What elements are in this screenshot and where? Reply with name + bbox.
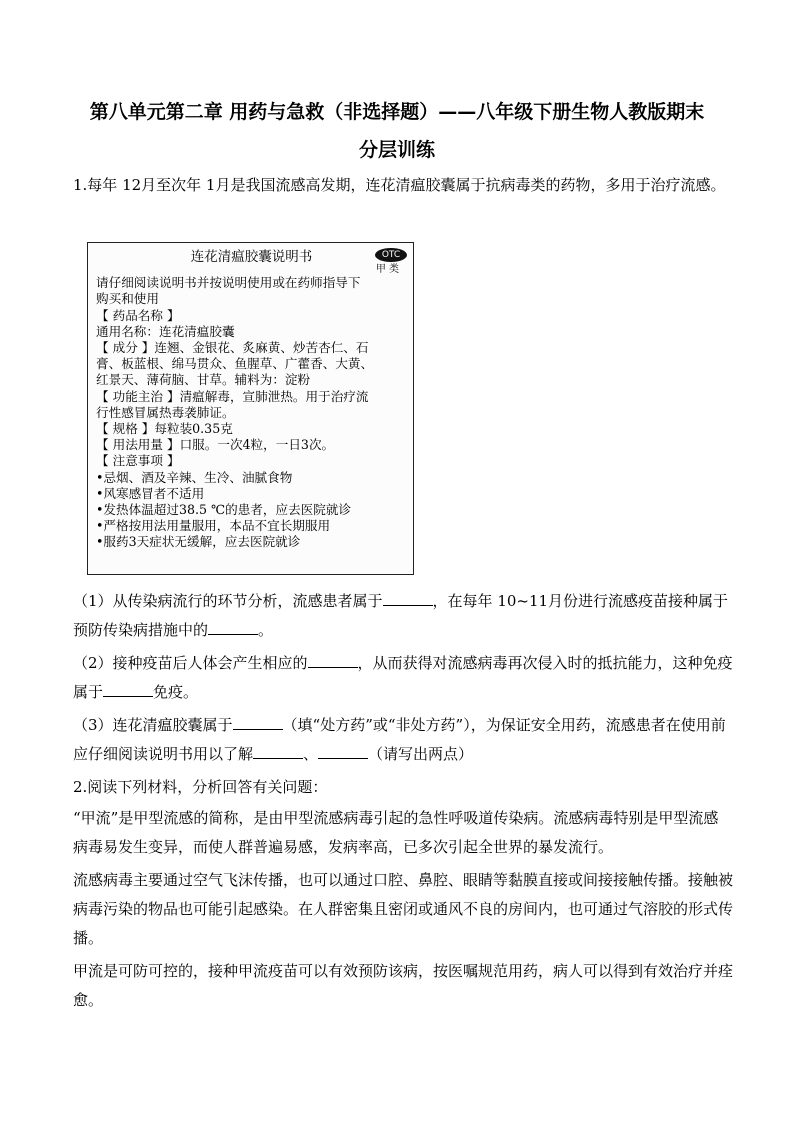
question-1-part-1 [73,587,733,645]
material-paragraph-3: 甲流是可防可控的，接种甲流疫苗可以有效预防该病，按医嘱规范用药，病人可以得到有效治疗并痊愈。 [73,962,734,1009]
q1-sub1-text-a: （1）从传染病流行的环节分析，流感患者属于 [73,592,383,610]
leaflet-line: •服药3天症状无缓解，应去医院就诊 [96,534,301,550]
q1-sub2-text-c: 免疫。 [153,683,199,701]
leaflet-line: 购买和使用 [96,291,159,307]
otc-badge: OTC [375,248,407,262]
leaflet-line: 【 功能主治 】清瘟解毒，宣肺泄热。用于治疗流 [96,388,369,404]
q1-sub3-text-c: 、 [303,745,319,763]
leaflet-line: •风寒感冒者不适用 [96,485,205,501]
q1-sub3-text-a: （3）连花清瘟胶囊属于 [73,716,233,734]
leaflet-line: 【 注意事项 】 [96,453,180,469]
leaflet-line: 【 用法用量 】口服。一次4粒，一日3次。 [96,437,335,453]
question-2-intro: 2.阅读下列材料，分析回答有关问题： [73,778,328,796]
leaflet-line: 红景天、薄荷脑、甘草。辅料为：淀粉 [96,372,311,388]
leaflet-line: 【 成分 】连翘、金银花、炙麻黄、炒苦杏仁、石 [96,340,369,356]
material-paragraph-2: 流感病毒主要通过空气飞沫传播，也可以通过口腔、鼻腔、眼睛等黏膜直接或间接接触传播。接触被病毒污染的物品也可能引起感染。在人群密集且密闭或通风不良的房间内，也可通过气溶胶的形式传播。 [73,871,734,947]
question-1-intro: 1.每年 12月至次年 1月是我国流感高发期，连花清瘟胶囊属于抗病毒类的药物，多用于治疗流感。 [73,176,726,194]
leaflet-heading: 连花清瘟胶囊说明书 [190,249,313,265]
leaflet-line: 通用名称：连花清瘟胶囊 [96,323,235,339]
question-1-part-3 [73,711,733,769]
leaflet-line: 【 规格 】每粒装0.35克 [96,421,233,437]
q1-sub2-text-b: ，从而获得对流感病毒再次侵入时的抵抗能力，这种免疫属于 [73,654,733,701]
answer-blank[interactable] [318,741,368,759]
otc-class-label: 甲 类 [375,264,399,275]
answer-blank[interactable] [383,588,433,606]
q1-sub3-text-b: （填“处方药”或“非处方药”），为保证安全用药，流感患者在使用前应仔细阅读说明书用以了解 [73,716,726,763]
answer-blank[interactable] [103,679,153,697]
title-line-1: 第八单元第二章 用药与急救（非选择题）——八年级下册生物人教版期末 [89,101,705,123]
leaflet-line: •忌烟、酒及辛辣、生冷、油腻食物 [96,469,293,485]
leaflet-line: •严格按用法用量服用，本品不宜长期服用 [96,518,331,534]
medicine-leaflet-image [87,242,414,575]
answer-blank[interactable] [308,650,358,668]
leaflet-body [96,275,407,550]
q1-sub1-text-b: ，在每年 10~11月份进行流感疫苗接种属于预防传染病措施中的 [73,592,729,639]
answer-blank[interactable] [253,741,303,759]
leaflet-line: 【 药品名称 】 [96,307,180,323]
q1-sub1-text-c: 。 [258,621,274,639]
leaflet-line: •发热体温超过38.5 ℃的患者，应去医院就诊 [96,502,352,518]
leaflet-line: 请仔细阅读说明书并按说明使用或在药师指导下 [96,275,361,291]
leaflet-line: 膏、板蓝根、绵马贯众、鱼腥草、广藿香、大黄、 [96,356,374,372]
title-line-2: 分层训练 [358,139,435,161]
answer-blank[interactable] [233,712,283,730]
question-1-part-2 [73,649,733,707]
leaflet-line: 行性感冒属热毒袭肺证。 [96,404,235,420]
q1-sub2-text-a: （2）接种疫苗后人体会产生相应的 [73,654,308,672]
material-paragraph-1: “甲流”是甲型流感的简称，是由甲型流感病毒引起的急性呼吸道传染病。流感病毒特别是甲型流感病毒易发生变异，而使人群普遍易感，发病率高，已多次引起全世界的暴发流行。 [73,809,719,856]
answer-blank[interactable] [208,617,258,635]
page-title [60,93,734,169]
q1-sub3-text-d: （请写出两点） [368,745,474,763]
